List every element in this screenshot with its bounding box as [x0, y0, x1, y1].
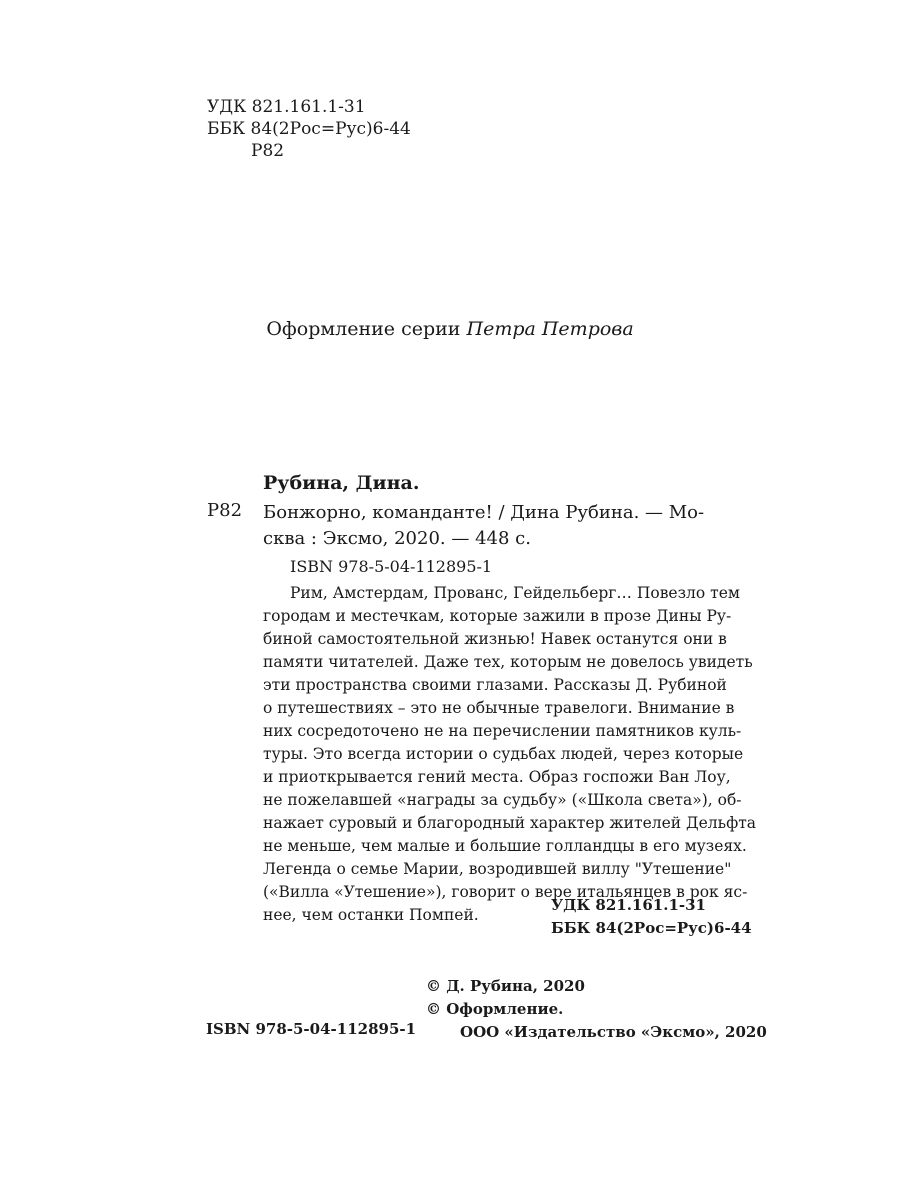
book-annotation: [263, 582, 757, 927]
annotation-line: эти пространства своими глазами. Рассказы Д. Рубиной: [263, 676, 727, 694]
title-statement: [263, 500, 704, 552]
annotation-line: не пожелавшей «награды за судьбу» («Школа света»), об-: [263, 791, 742, 809]
series-design-label: Оформление серии: [266, 318, 461, 340]
annotation-line: («Вилла «Утешение»), говорит о вере итальянцев в рок яс-: [263, 883, 748, 901]
annotation-line: туры. Это всегда истории о судьбах людей, через которые: [263, 745, 744, 763]
annotation-line: Рим, Амстердам, Прованс, Гейдельберг… Повезло тем: [290, 584, 740, 602]
copyright-design: © Оформление.: [426, 1000, 564, 1018]
annotation-line: нажает суровый и благородный характер жителей Дельфта: [263, 814, 757, 832]
udk-code: УДК 821.161.1-31: [551, 896, 706, 914]
annotation-line: них сосредоточено не на перечислении памятников куль-: [263, 722, 742, 740]
annotation-line: нее, чем останки Помпей.: [263, 906, 479, 924]
bottom-isbn: ISBN 978-5-04-112895-1: [206, 1020, 417, 1038]
copyright-author: © Д. Рубина, 2020: [426, 977, 585, 995]
annotation-line: городам и местечкам, которые зажили в прозе Дины Ру-: [263, 607, 732, 625]
annotation-line: памяти читателей. Даже тех, которым не довелось увидеть: [263, 653, 753, 671]
bottom-classification-codes: [551, 894, 752, 940]
annotation-line: Легенда о семье Марии, возродившей виллу "Утешение": [263, 860, 732, 878]
copyright-block: [426, 975, 767, 1044]
entry-cutter-code: Р82: [207, 500, 243, 521]
annotation-line: биной самостоятельной жизнью! Навек останутся они в: [263, 630, 727, 648]
annotation-line: и приоткрывается гений места. Образ госпожи Ван Лоу,: [263, 768, 731, 786]
top-classification-codes: [207, 96, 411, 162]
annotation-line: не меньше, чем малые и большие голландцы в его музеях.: [263, 837, 747, 855]
bbk-code: ББК 84(2Рос=Рус)6-44: [207, 119, 411, 139]
series-designer-name: Петра Петрова: [466, 318, 634, 340]
author-heading: Рубина, Дина.: [263, 472, 420, 494]
series-design-credit: [0, 318, 900, 340]
title-line: сква : Эксмо, 2020. — 448 с.: [263, 528, 531, 549]
copyright-publisher: ООО «Издательство «Эксмо», 2020: [460, 1023, 767, 1041]
cutter-code: Р82: [251, 141, 285, 161]
udk-code: УДК 821.161.1-31: [207, 97, 366, 117]
entry-isbn: ISBN 978-5-04-112895-1: [290, 557, 493, 576]
annotation-line: о путешествиях – это не обычные травелоги. Внимание в: [263, 699, 735, 717]
title-line: Бонжорно, команданте! / Дина Рубина. — Мо-: [263, 502, 705, 523]
bbk-code: ББК 84(2Рос=Рус)6-44: [551, 919, 752, 937]
